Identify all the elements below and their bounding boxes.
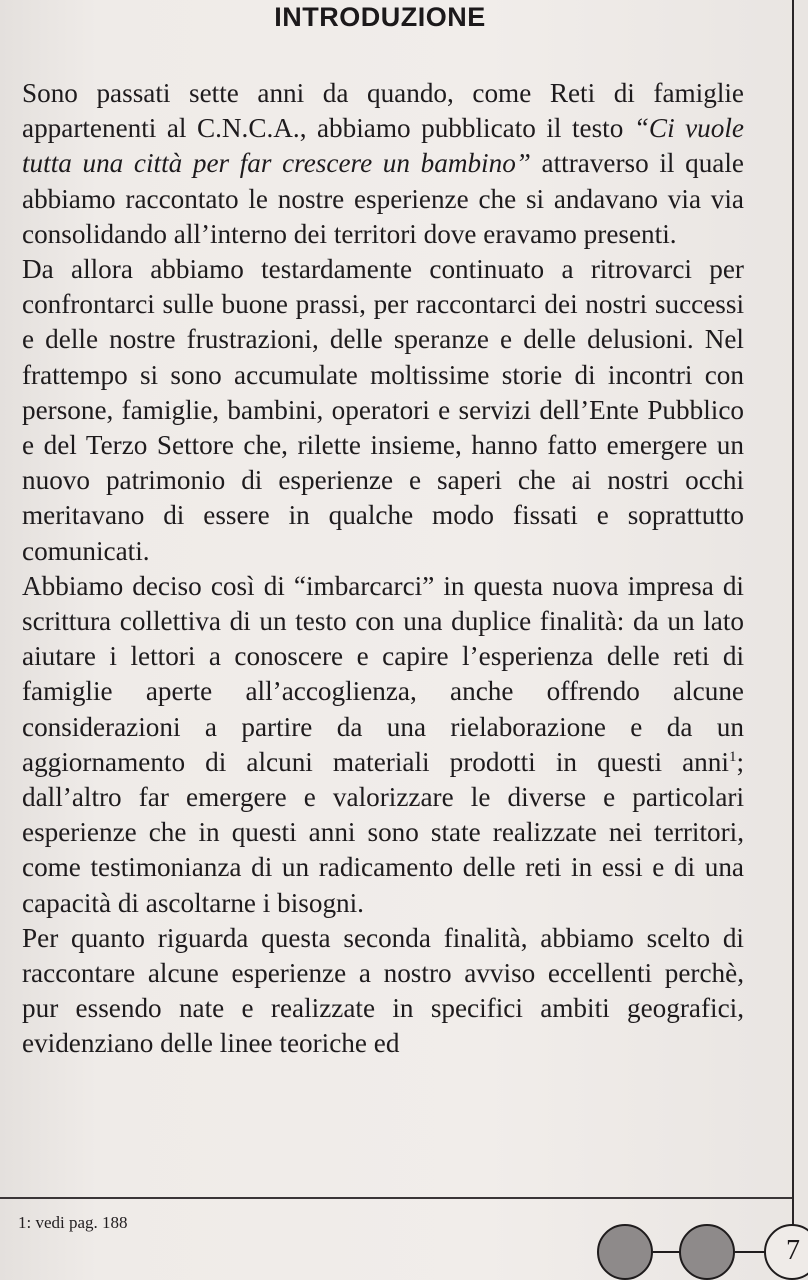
paragraph-1-text-a: Sono passati sette anni da quando, come Reti di famiglie appartenenti al C.N.C.A., abbiamo pubblicato il testo xyxy=(22,78,744,144)
paragraph-1 xyxy=(22,76,744,252)
decorative-circle xyxy=(597,1224,653,1280)
body-text xyxy=(22,76,744,1062)
footnote: 1: vedi pag. 188 xyxy=(18,1213,128,1232)
paragraph-1-text-b: attraverso il quale abbiamo raccontato le nostre esperienze che si andavano via via consolidando all’interno dei territori dove eravamo presenti. xyxy=(22,148,744,249)
page-border-line xyxy=(792,0,794,1230)
paragraph-3-text-b: ; dall’altro far emergere e valorizzare le diverse e particolari esperienze che in questi anni sono state realizzate nei territori, come testimonianza di un radicamento delle reti in essi e di una capacità di ascoltarne i bisogni. xyxy=(22,746,744,918)
paragraph-4: Per quanto riguarda questa seconda finalità, abbiamo scelto di raccontare alcune esperienze a nostro avviso eccellenti perchè, pur essendo nate e realizzate in specifici ambiti geografici, evidenziano delle linee teoriche ed xyxy=(22,922,744,1059)
footnote-divider xyxy=(0,1197,792,1199)
decorative-connector xyxy=(653,1251,681,1253)
paragraph-3 xyxy=(22,569,744,921)
chapter-title: INTRODUZIONE xyxy=(274,2,486,32)
book-title-italic: “Ci vuole tutta una città per far crescere un bambino” xyxy=(22,113,744,179)
paragraph-3-text-a: Abbiamo deciso così di “imbarcarci” in questa nuova impresa di scrittura collettiva di un testo con una duplice finalità: da un lato aiutare i lettori a conoscere e capire l’esperienza delle reti di famiglie aperte all’accoglienza, anche offrendo alcune considerazioni a partire da una rielaborazione e da un aggiornamento di alcuni materiali prodotti in questi anni xyxy=(22,570,744,777)
paragraph-2: Da allora abbiamo testardamente continuato a ritrovarci per confrontarci sulle buone prassi, per raccontarci dei nostri successi e delle nostre frustrazioni, delle speranze e delle delusioni. Nel frattempo si sono accumulate moltissime storie di incontri con persone, famiglie, bambini, operatori e servizi dell’Ente Pubblico e del Terzo Settore che, rilette insieme, hanno fatto emergere un nuovo patrimonio di esperienze e saperi che ai nostri occhi meritavano di essere in qualche modo fissati e soprattutto comunicati. xyxy=(22,254,744,566)
decorative-circle xyxy=(679,1224,735,1280)
footnote-reference: 1 xyxy=(728,748,737,765)
page-number: 7 xyxy=(764,1224,808,1280)
decorative-connector xyxy=(735,1251,766,1253)
